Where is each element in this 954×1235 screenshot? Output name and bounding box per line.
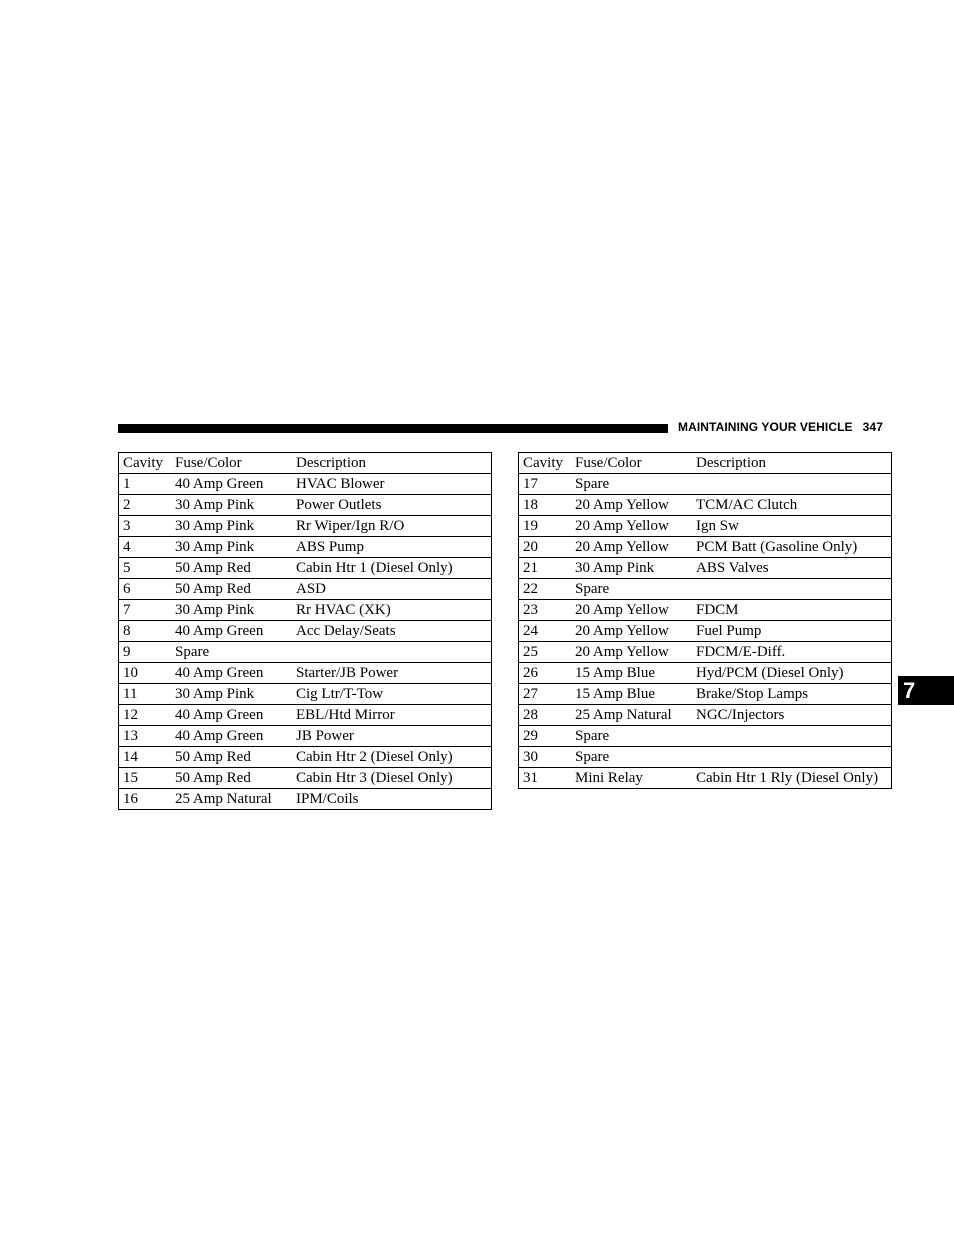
fuse-color-cell: Spare <box>575 747 696 768</box>
fuse-color-cell: 30 Amp Pink <box>575 558 696 579</box>
table-row <box>119 474 492 495</box>
table-row <box>519 705 892 726</box>
fuse-color-cell: 30 Amp Pink <box>175 600 296 621</box>
cavity-cell: 6 <box>119 579 176 600</box>
fuse-color-cell: 25 Amp Natural <box>175 789 296 810</box>
cavity-cell: 18 <box>519 495 576 516</box>
description-cell: Ign Sw <box>696 516 892 537</box>
cavity-cell: 28 <box>519 705 576 726</box>
cavity-cell: 24 <box>519 621 576 642</box>
cavity-cell: 22 <box>519 579 576 600</box>
cavity-cell: 29 <box>519 726 576 747</box>
fuse-color-cell: 20 Amp Yellow <box>575 495 696 516</box>
cavity-cell: 15 <box>119 768 176 789</box>
table-row <box>119 558 492 579</box>
table-row <box>519 558 892 579</box>
fuse-color-cell: 20 Amp Yellow <box>575 537 696 558</box>
description-cell: Cabin Htr 2 (Diesel Only) <box>296 747 492 768</box>
cavity-cell: 10 <box>119 663 176 684</box>
fuse-color-cell: 40 Amp Green <box>175 705 296 726</box>
table-row <box>519 684 892 705</box>
table-row <box>519 600 892 621</box>
description-cell: ASD <box>296 579 492 600</box>
description-cell <box>696 474 892 495</box>
table-row <box>119 789 492 810</box>
cavity-cell: 8 <box>119 621 176 642</box>
fuse-color-cell: 20 Amp Yellow <box>575 600 696 621</box>
table-row <box>519 768 892 789</box>
section-title: MAINTAINING YOUR VEHICLE <box>678 420 853 434</box>
description-cell: NGC/Injectors <box>696 705 892 726</box>
description-cell <box>696 579 892 600</box>
cavity-cell: 19 <box>519 516 576 537</box>
fuse-color-cell: Spare <box>575 726 696 747</box>
fuse-color-cell: 50 Amp Red <box>175 747 296 768</box>
table-row <box>519 579 892 600</box>
description-cell: Brake/Stop Lamps <box>696 684 892 705</box>
fuse-color-cell: 50 Amp Red <box>175 768 296 789</box>
table-row <box>119 621 492 642</box>
cavity-cell: 20 <box>519 537 576 558</box>
description-cell: IPM/Coils <box>296 789 492 810</box>
fuse-color-cell: 20 Amp Yellow <box>575 516 696 537</box>
fuse-color-cell: 15 Amp Blue <box>575 684 696 705</box>
fuse-color-cell: 40 Amp Green <box>175 621 296 642</box>
table-row <box>519 495 892 516</box>
fuse-color-cell: 30 Amp Pink <box>175 684 296 705</box>
page-number: 347 <box>862 420 883 434</box>
table-row <box>119 747 492 768</box>
description-cell: Fuel Pump <box>696 621 892 642</box>
fuse-color-cell: 15 Amp Blue <box>575 663 696 684</box>
column-header-fuse-color: Fuse/Color <box>575 453 696 474</box>
fuse-color-cell: 30 Amp Pink <box>175 516 296 537</box>
table-row <box>119 663 492 684</box>
cavity-cell: 31 <box>519 768 576 789</box>
cavity-cell: 25 <box>519 642 576 663</box>
cavity-cell: 2 <box>119 495 176 516</box>
cavity-cell: 4 <box>119 537 176 558</box>
cavity-cell: 21 <box>519 558 576 579</box>
fuse-table-right-body <box>519 453 892 789</box>
description-cell: Rr Wiper/Ign R/O <box>296 516 492 537</box>
description-cell: HVAC Blower <box>296 474 492 495</box>
table-row <box>119 768 492 789</box>
fuse-color-cell: Mini Relay <box>575 768 696 789</box>
table-row <box>119 495 492 516</box>
fuse-table-left <box>118 452 492 810</box>
column-header-cavity: Cavity <box>119 453 176 474</box>
cavity-cell: 23 <box>519 600 576 621</box>
description-cell: Hyd/PCM (Diesel Only) <box>696 663 892 684</box>
table-row <box>519 663 892 684</box>
cavity-cell: 3 <box>119 516 176 537</box>
cavity-cell: 1 <box>119 474 176 495</box>
cavity-cell: 16 <box>119 789 176 810</box>
fuse-color-cell: 50 Amp Red <box>175 579 296 600</box>
table-header-row <box>519 453 892 474</box>
fuse-table-right <box>518 452 892 789</box>
table-header-row <box>119 453 492 474</box>
header-rule <box>118 424 668 433</box>
description-cell <box>696 726 892 747</box>
fuse-color-cell: 50 Amp Red <box>175 558 296 579</box>
description-cell: Power Outlets <box>296 495 492 516</box>
table-row <box>519 537 892 558</box>
cavity-cell: 17 <box>519 474 576 495</box>
table-row <box>519 726 892 747</box>
cavity-cell: 11 <box>119 684 176 705</box>
description-cell: JB Power <box>296 726 492 747</box>
running-header <box>678 420 883 434</box>
cavity-cell: 30 <box>519 747 576 768</box>
table-row <box>519 642 892 663</box>
column-header-description: Description <box>696 453 892 474</box>
fuse-color-cell: 40 Amp Green <box>175 474 296 495</box>
description-cell: Cabin Htr 1 Rly (Diesel Only) <box>696 768 892 789</box>
description-cell <box>296 642 492 663</box>
table-row <box>519 474 892 495</box>
description-cell: ABS Pump <box>296 537 492 558</box>
fuse-color-cell: Spare <box>575 474 696 495</box>
cavity-cell: 26 <box>519 663 576 684</box>
table-row <box>119 600 492 621</box>
description-cell: Cig Ltr/T-Tow <box>296 684 492 705</box>
description-cell: ABS Valves <box>696 558 892 579</box>
description-cell: FDCM <box>696 600 892 621</box>
cavity-cell: 13 <box>119 726 176 747</box>
description-cell: TCM/AC Clutch <box>696 495 892 516</box>
fuse-color-cell: 40 Amp Green <box>175 726 296 747</box>
description-cell: PCM Batt (Gasoline Only) <box>696 537 892 558</box>
description-cell: Cabin Htr 1 (Diesel Only) <box>296 558 492 579</box>
table-row <box>119 516 492 537</box>
cavity-cell: 12 <box>119 705 176 726</box>
description-cell: Cabin Htr 3 (Diesel Only) <box>296 768 492 789</box>
fuse-color-cell: 20 Amp Yellow <box>575 621 696 642</box>
cavity-cell: 9 <box>119 642 176 663</box>
description-cell <box>696 747 892 768</box>
column-header-cavity: Cavity <box>519 453 576 474</box>
cavity-cell: 5 <box>119 558 176 579</box>
cavity-cell: 7 <box>119 600 176 621</box>
table-row <box>119 705 492 726</box>
fuse-color-cell: 20 Amp Yellow <box>575 642 696 663</box>
fuse-color-cell: 25 Amp Natural <box>575 705 696 726</box>
description-cell: Starter/JB Power <box>296 663 492 684</box>
fuse-color-cell: Spare <box>175 642 296 663</box>
table-row <box>119 579 492 600</box>
fuse-table-left-body <box>119 453 492 810</box>
description-cell: Rr HVAC (XK) <box>296 600 492 621</box>
fuse-color-cell: 40 Amp Green <box>175 663 296 684</box>
table-row <box>119 726 492 747</box>
table-row <box>519 516 892 537</box>
description-cell: EBL/Htd Mirror <box>296 705 492 726</box>
fuse-color-cell: Spare <box>575 579 696 600</box>
cavity-cell: 27 <box>519 684 576 705</box>
table-row <box>519 621 892 642</box>
fuse-color-cell: 30 Amp Pink <box>175 495 296 516</box>
column-header-description: Description <box>296 453 492 474</box>
description-cell: Acc Delay/Seats <box>296 621 492 642</box>
chapter-tab: 7 <box>898 676 954 705</box>
cavity-cell: 14 <box>119 747 176 768</box>
table-row <box>519 747 892 768</box>
description-cell: FDCM/E-Diff. <box>696 642 892 663</box>
column-header-fuse-color: Fuse/Color <box>175 453 296 474</box>
table-row <box>119 642 492 663</box>
fuse-color-cell: 30 Amp Pink <box>175 537 296 558</box>
table-row <box>119 684 492 705</box>
table-row <box>119 537 492 558</box>
